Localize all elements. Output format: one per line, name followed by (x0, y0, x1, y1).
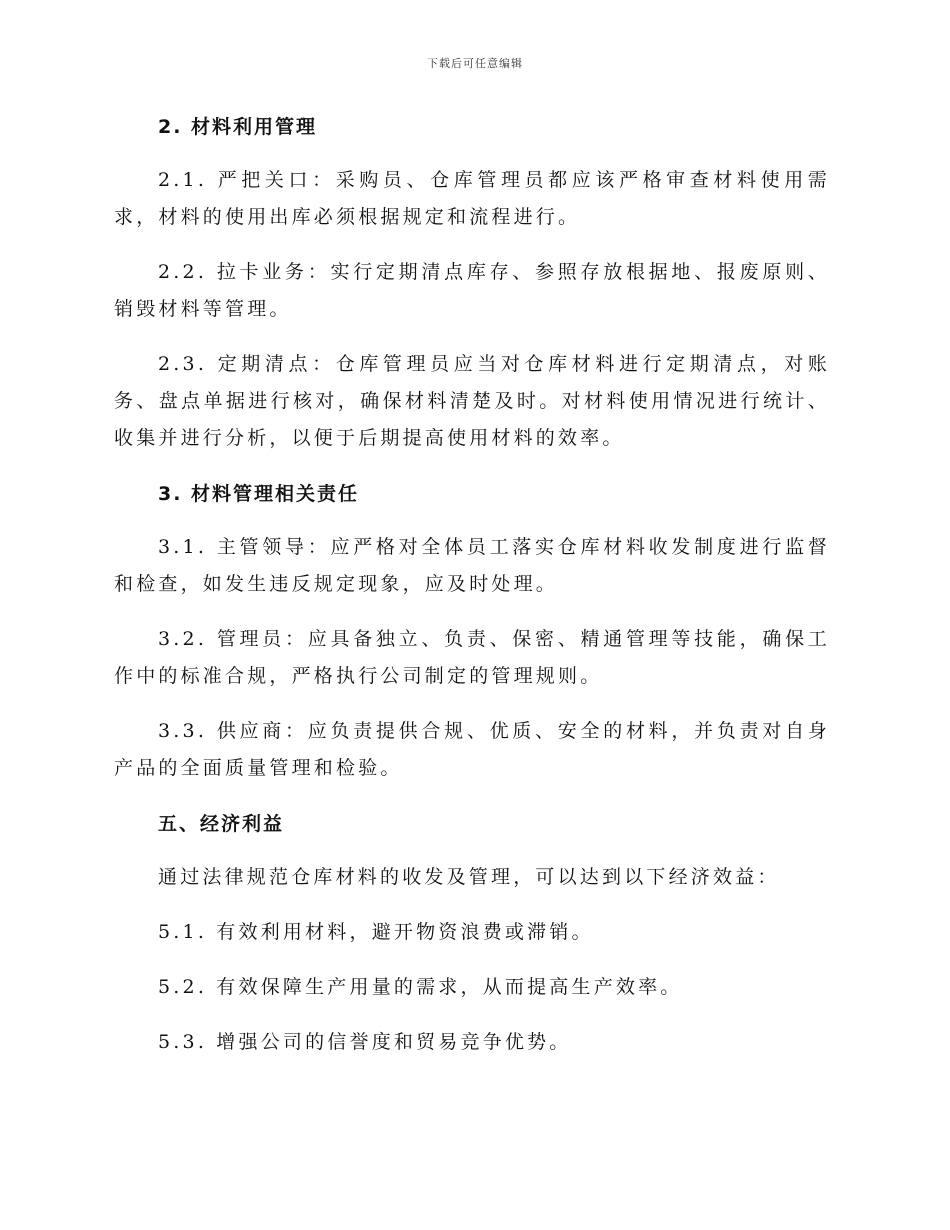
paragraph-3-2: 3.2. 管理员：应具备独立、负责、保密、精通管理等技能，确保工作中的标准合规，严格执行公司制定的管理规则。 (114, 628, 830, 687)
paragraph-5-1: 5.1. 有效利用材料，避开物资浪费或滞销。 (158, 921, 594, 943)
paragraph-3-1: 3.1. 主管领导：应严格对全体员工落实仓库材料收发制度进行监督和检查，如发生违反规定现象，应及时处理。 (114, 536, 830, 595)
paragraph-2-2: 2.2. 拉卡业务：实行定期清点库存、参照存放根据地、报废原则、销毁材料等管理。 (114, 261, 830, 320)
section-heading-3: 3. 材料管理相关责任 (158, 483, 360, 505)
paragraph-5-2: 5.2. 有效保障生产用量的需求，从而提高生产效率。 (158, 976, 683, 998)
header-note: 下载后可任意编辑 (427, 57, 523, 70)
paragraph-3-3: 3.3. 供应商：应负责提供合规、优质、安全的材料，并负责对自身产品的全面质量管理和检验。 (114, 720, 830, 779)
paragraph-5-intro: 通过法律规范仓库材料的收发及管理，可以达到以下经济效益： (158, 866, 780, 888)
paragraph-5-3: 5.3. 增强公司的信誉度和贸易竞争优势。 (158, 1031, 572, 1053)
document-body (114, 108, 830, 1061)
section-heading-5: 五、经济利益 (158, 813, 285, 835)
section-heading-2: 2. 材料利用管理 (158, 116, 318, 138)
paragraph-2-3: 2.3. 定期清点：仓库管理员应当对仓库材料进行定期清点，对账务、盘点单据进行核对，确保材料清楚及时。对材料使用情况进行统计、收集并进行分析，以便于后期提高使用材料的效率。 (114, 353, 830, 449)
paragraph-2-1: 2.1. 严把关口：采购员、仓库管理员都应该严格审查材料使用需求，材料的使用出库必须根据规定和流程进行。 (114, 169, 830, 228)
